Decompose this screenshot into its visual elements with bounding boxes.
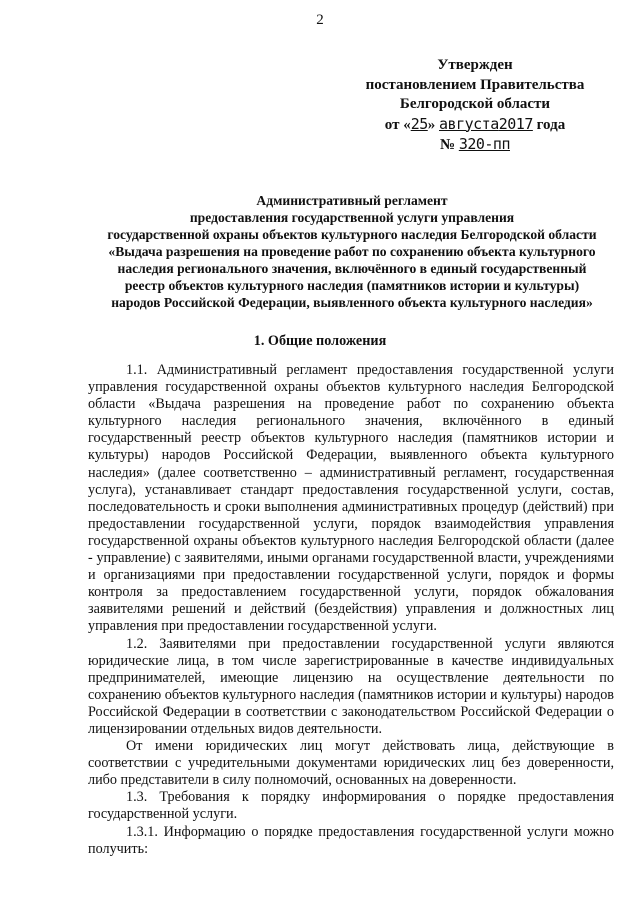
- date-mid: »: [427, 116, 436, 133]
- title-line-6: реестр объектов культурного наследия (памятников истории и культуры): [124, 278, 580, 293]
- date-month: августа: [439, 114, 499, 133]
- date-year: 2017: [498, 114, 533, 133]
- approval-number: [360, 135, 590, 156]
- paragraph-1-2: 1.2. Заявителями при предоставлении государственной услуги являются юридические лица, в том числе зарегистрированные в качестве индивидуальных предпринимателей, имеющие лицензию на осуществление деятельности по сохранению объектов культурного наследия (памятников истории и культуры) народов Российской Федерации в соответствии с законодательством Российской Федерации о лицензировании отдельных видов деятельности.: [88, 635, 614, 737]
- paragraph-representatives: От имени юридических лиц могут действовать лица, действующие в соответствии с учредительными документами юридических лиц без доверенности, либо представители в силу полномочий, основанных на доверенности.: [88, 738, 614, 789]
- date-day: 25: [410, 114, 428, 133]
- title-line-5: наследия регионального значения, включённого в единый государственный: [117, 261, 587, 276]
- approval-line-resolution: постановлением Правительства: [365, 76, 585, 93]
- title-line-1: Административный регламент: [256, 193, 448, 208]
- approval-line-approved: Утвержден: [437, 57, 513, 73]
- title-line-7: народов Российской Федерации, выявленного объекта культурного наследия»: [111, 295, 593, 310]
- section-body: [88, 362, 614, 858]
- title-line-4: «Выдача разрешения на проведение работ по сохранению объекта культурного: [108, 244, 596, 259]
- paragraph-1-1: 1.1. Административный регламент предоставления государственной услуги управления государственной охраны объектов культурного наследия Белгородской области «Выдача разрешения на проведение работ по сохранению объекта культурного наследия регионального значения, включённого в единый государственный реестр объектов культурного наследия (памятников истории и культуры) народов Российской Федерации, выявленного объекта культурного наследия» (далее соответственно – административный регламент, государственная услуга), устанавливает стандарт предоставления государственной услуги, состав, последовательность и сроки выполнения административных процедур (действий) при предоставлении государственной услуги, порядок взаимодействия управления государственной охраны объектов культурного наследия Белгородской области (далее - управление) с заявителями, иными органами государственной власти, учреждениями и организациями при предоставлении государственной услуги, порядок и формы контроля за предоставлением государственной услуги, порядок обжалования заявителями решений и действий (бездействия) управления и должностных лиц управления при предоставлении государственной услуги.: [88, 362, 614, 635]
- date-prefix: от «: [384, 116, 411, 133]
- number-prefix: №: [439, 137, 456, 153]
- number-value: 320-пп: [458, 135, 510, 153]
- page-number: 2: [316, 12, 324, 28]
- approval-stamp: [360, 56, 590, 156]
- paragraph-1-3: 1.3. Требования к порядку информирования о порядке предоставления государственной услуги.: [88, 789, 614, 823]
- title-line-2: предоставления государственной услуги управления: [189, 210, 515, 225]
- date-suffix: года: [536, 116, 566, 133]
- approval-line-region: Белгородской области: [399, 96, 551, 112]
- section-heading: 1. Общие положения: [253, 333, 387, 349]
- approval-date: [360, 115, 590, 136]
- title-line-3: государственной охраны объектов культурного наследия Белгородской области: [107, 227, 597, 242]
- paragraph-1-3-1: 1.3.1. Информацию о порядке предоставления государственной услуги можно получить:: [88, 823, 614, 857]
- document-title: [88, 192, 616, 311]
